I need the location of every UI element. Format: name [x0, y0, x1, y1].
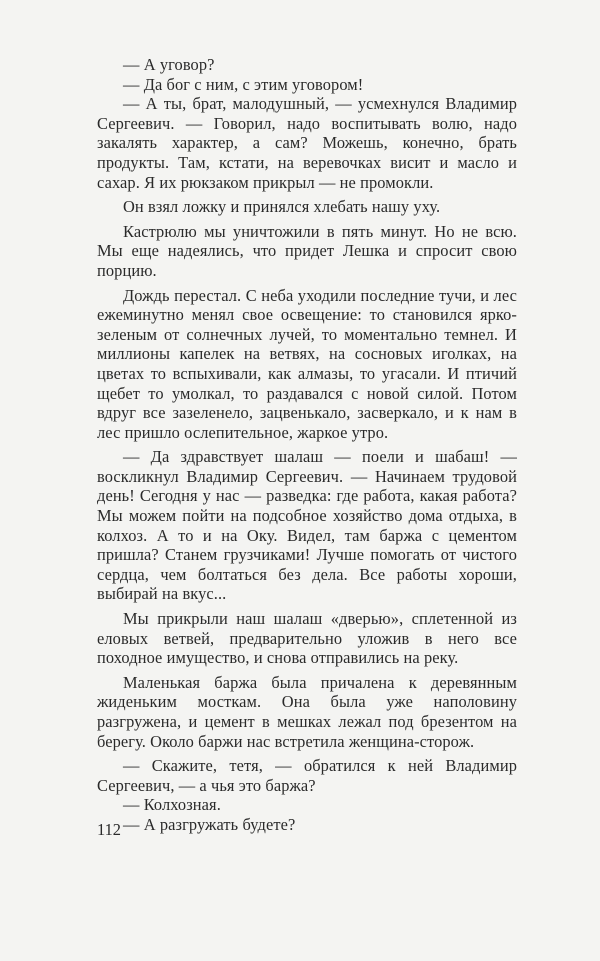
paragraph: Маленькая баржа была причалена к деревянным жиденьким мосткам. Она была уже наполовину разгружена, и цемент в мешках лежал под брезентом на берегу. Около баржи нас встретила женщина-сторож.: [97, 672, 517, 751]
paragraph: — А ты, брат, малодушный, — усмехнулся Владимир Сергеевич. — Говорил, надо воспитывать волю, надо закалять характер, а сам? Можешь, конечно, брать продукты. Там, кстати, на веревочках висит и масло и сахар. Я их рюкзаком прикрыл — не промокли.: [97, 94, 517, 192]
paragraph: — Да здравствует шалаш — поели и шабаш! — воскликнул Владимир Сергеевич. — Начинаем трудовой день! Сегодня у нас — разведка: где работа, какая работа? Мы можем пойти на подсобное хозяйство дома отдыха, в колхоз. А то и на Оку. Видел, там баржа с цементом пришла? Станем грузчиками! Лучше помогать от чистого сердца, чем болтаться без дела. Все работы хороши, выбирай на вкус...: [97, 447, 517, 604]
paragraph: — Скажите, тетя, — обратился к ней Владимир Сергеевич, — а чья это баржа?: [97, 756, 517, 795]
paragraph: Кастрюлю мы уничтожили в пять минут. Но не всю. Мы еще надеялись, что придет Лешка и спросит свою порцию.: [97, 221, 517, 280]
body-text: [97, 55, 517, 835]
paragraph: — Да бог с ним, с этим уговором!: [123, 74, 364, 94]
paragraph: — А уговор?: [123, 55, 215, 74]
paragraph: — Колхозная.: [123, 795, 221, 815]
paragraph: Он взял ложку и принялся хлебать нашу уху.: [123, 197, 441, 217]
paragraph: — А разгружать будете?: [123, 814, 296, 834]
paragraph: Дождь перестал. С неба уходили последние тучи, и лес ежеминутно менял свое освещение: то становился ярко-зеленым от солнечных лучей, то моментально темнел. И миллионы капелек на ветвях, на сосновых иголках, на цветах то вспыхивали, как алмазы, то угасали. И птичий щебет то умолкал, то раздавался с новой силой. Потом вдруг все зазеленело, зацвенькало, засверкало, и к нам в лес пришло ослепительное, жаркое утро.: [97, 285, 517, 442]
paragraph: Мы прикрыли наш шалаш «дверью», сплетенной из еловых ветвей, предварительно уложив в него все походное имущество, и снова отправились на реку.: [97, 609, 517, 668]
page-number: 112: [97, 820, 121, 839]
